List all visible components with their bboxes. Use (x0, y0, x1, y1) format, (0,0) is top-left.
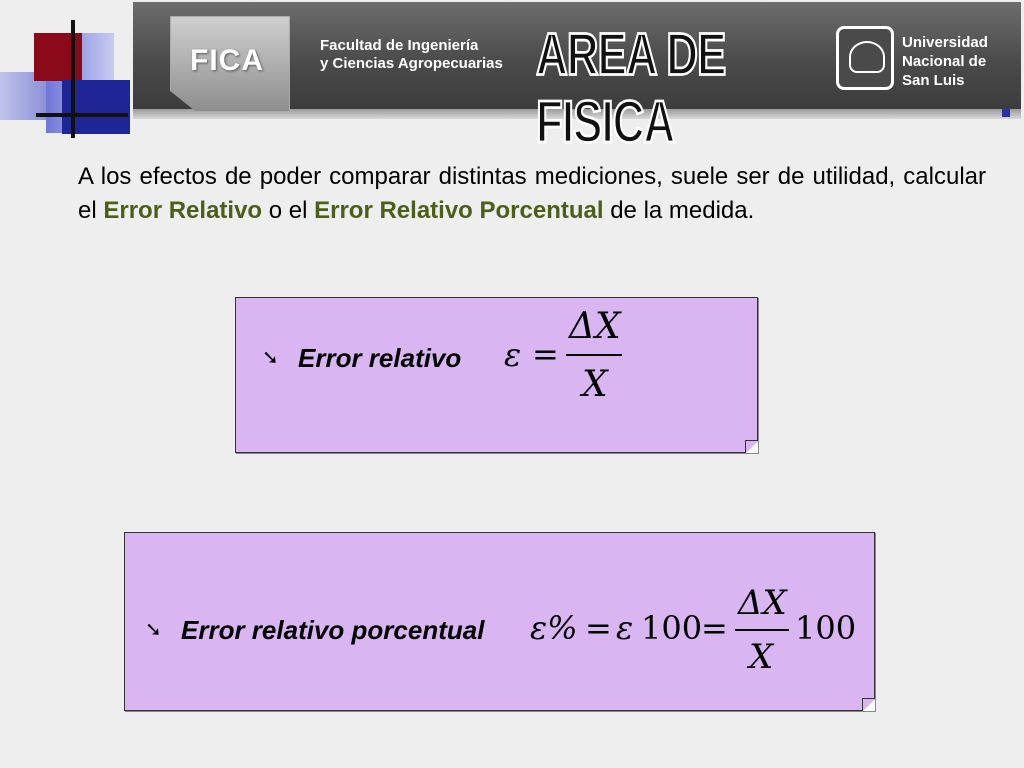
formula-card-relative-error (235, 297, 758, 453)
epsilon-symbol: ε (504, 336, 522, 374)
numerator-delta-x: ΔX (569, 306, 621, 347)
area-title: AREA DE FISICA (536, 22, 726, 156)
percent-error-label: Error relativo porcentual (181, 615, 485, 645)
numerator-delta-x: ΔX (738, 583, 787, 623)
highlight-error-relativo: Error Relativo (103, 197, 263, 224)
arrow-down-right-icon: ➘ (262, 347, 279, 369)
intro-paragraph (78, 160, 986, 228)
formula-card-percent-error (124, 532, 875, 711)
highlight-error-relativo-porcentual: Error Relativo Porcentual (314, 197, 604, 224)
university-name (902, 33, 1012, 90)
intro-text-1: A los efectos de poder comparar distintas mediciones, suele ser de utilidad, calcular el (78, 163, 986, 224)
intro-text-2: o el (262, 197, 315, 224)
faculty-name (320, 37, 530, 73)
equals-sign-2: = (701, 609, 728, 647)
denominator-x: X (582, 364, 608, 405)
relative-error-label: Error relativo (298, 343, 462, 373)
intro-text-3: de la medida. (603, 197, 755, 224)
faculty-line-2: y Ciencias Agropecuarias (320, 55, 503, 72)
university-line-1: Universidad (902, 34, 988, 51)
faculty-line-1: Facultad de Ingeniería (320, 37, 479, 54)
denominator-x: X (749, 637, 774, 677)
epsilon-symbol: ε (616, 609, 634, 647)
decorative-horizontal-line (36, 113, 128, 117)
decorative-blue-dot (1002, 109, 1010, 117)
epsilon-percent: ε% (530, 609, 578, 647)
equals-sign-1: = (585, 609, 612, 647)
university-line-2: Nacional de (902, 53, 987, 70)
decorative-vertical-line (71, 20, 75, 138)
hundred-value-1: 100 (641, 609, 703, 647)
university-line-3: San Luis (902, 72, 965, 89)
equals-sign: = (532, 335, 559, 373)
fica-logo-text: FICA (190, 44, 264, 77)
fraction-bar (735, 629, 789, 631)
arrow-down-right-icon: ➘ (145, 619, 162, 641)
university-seal-icon (836, 26, 894, 90)
hundred-value-2: 100 (795, 609, 857, 647)
fraction-bar (566, 354, 622, 356)
